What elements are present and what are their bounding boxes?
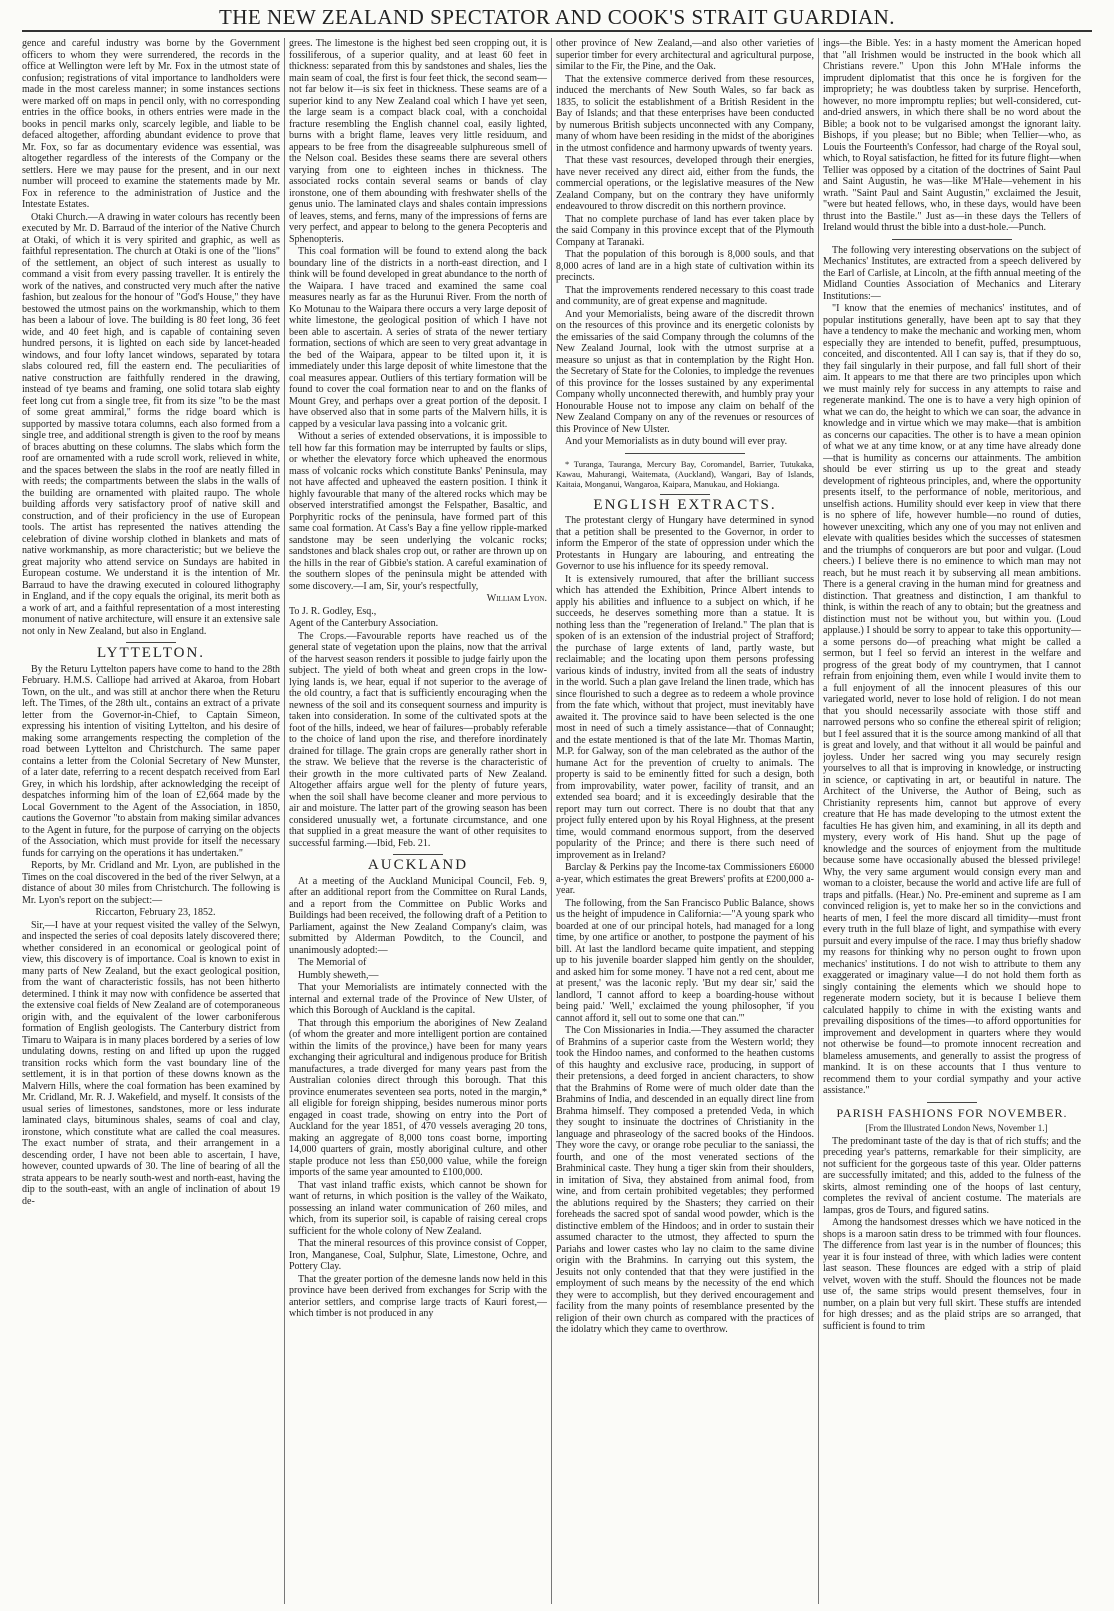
divider (927, 1102, 977, 1103)
divider (892, 239, 1012, 240)
column-separator (818, 38, 819, 1604)
letter-date: Riccarton, February 23, 1852. (95, 907, 216, 918)
column-2 (289, 38, 547, 1604)
address-line: Agent of the Canterbury Association. (289, 618, 439, 629)
masthead (0, 0, 1114, 30)
paragraph: At a meeting of the Auckland Municipal Council, Feb. 9, after an additional report from the Committee on Rural Lands, and a report from the Committee on Public Works and Buildings had been received, the following draft of a Petition to Parliament, against the New Zealand Company's claim, was submitted by Alderman Powditch, to the Council, and unanimously adopted:— (289, 875, 547, 956)
paragraph: It is extensively rumoured, that after the brilliant success which has attended the Exhibition, Prince Albert intends to apply his abilities and influence to a subject on which, if he succeeds, he deserves something more than a statue. It is nothing less than the "regeneration of Ireland." The plan that is spoken of is an extension of the industrial project of Strafford; the purchase of large extents of land, partly waste, but reclaimable; and the locating upon them persons professing various kinds of industry, invited from all the seats of industry in the world. Such a plan gave Ireland the linen trade, which has since flourished to such a degree as to redeem a whole province from the fate which, without that project, must inevitably have awaited it. The province said to have been selected is the one most in need of such a timely assistance—that of Connaught; and the estate mentioned is that of the late Mr. Thomas Martin, M.P. for Galway, son of the man celebrated as the author of the humane Act for the prevention of cruelty to animals. The property is said to be eminently fitted for such a design, both from improvability, water power, facility of transit, and an extended sea board; and it is exceedingly desirable that the report may turn out correct. There is no doubt that that any project fully entered upon by his Royal Highness, at the present time, would command enormous support, from the deserved popularity of the Prince; and there is there such need of improvement as in Ireland? (556, 573, 814, 861)
paragraph: That the greater portion of the demesne lands now held in this province have been derived from exchanges for Scrip with the anterior settlers, and comprise large tracts of Kauri forest,—which timber is not produced in any (289, 1273, 547, 1319)
footnote: * Turanga, Tauranga, Mercury Bay, Coromandel, Barrier, Tutukaka, Kawau, Mahurangi, Waitemata, (Auckland), Wangari, Bay of Islands, Kaitaia, Monganui, Wangaroa, Kaipara, Manukau, and Hokianga. (556, 458, 814, 489)
address-line: To J. R. Godley, Esq., (289, 605, 377, 617)
paragraph: "I know that the enemies of mechanics' institutes, and of popular institutions generally, have been apt to say that they have a tendency to make the mechanic and working men, whom especially they are intended to benefit, puffed, presumptuous, conceited, and discontented. All I can say is, that if they do so, they fail singularly in their purpose, and fall full short of their aim. It appears to me that there are two principles upon which we must mainly rely for success in any attempts to raise and regenerate mankind. The one is to have a very high opinion of what we can do, the height to which we can soar, the advance in knowledge and in virtue which we may make—that is ambition as concerns our capacities. The other is to have a mean opinion of what we at any time know, or at any time have already done—that is humility as concerns our attainments. The ambition should be ever stirring us up to the great and steady development of righteous principles, and, where the opportunity presents itself, to the performance of noble, meritorious, and unselfish actions. Humility should ever keep in view that there is no sphere of life, however humble—no round of duties, however unexciting, which any one of you may not enliven and elevate with qualities besides which the successes of statesmen and the triumphs of conquerors are but poor and vulgar. (Loud cheers.) I believe there is no eminence to which man may not reach, but he must reach it by subserving all mean ambitions. There is a general craving in the human mind for greatness and distinction. That greatness and distinction, I am thankful to think, is within the reach of any to obtain; but the greatness and distinction must not be without you, but within you. (Loud applause.) I should be sorry to appear to take this opportunity—a some persons do—of preaching what might be called a sermon, but I feel so fervid an interest in the welfare and progress of the great body of my countrymen, that I cannot refrain from enjoining them, even while I would invite them to a full enjoyment of all the innocent pleasures of this our variegated world, never to lose hold of religion. I do not mean that you should necessarily associate with those stiff and narrowed persons who so confine the ethereal spirit of religion; but I feel assured that it is the source among mankind of all that is great and lovely, and that without it all would be painful and joyless. Under her sacred wing you may securely resign yourselves to all that is improving in knowledge, or instructing in science, or captivating in art, or beautiful in nature. The Architect of the Universe, the Author of Being, such as Christianity represents him, cannot but approve of every creature that He has made developing to the utmost extent the faculties He has given him, and examining, in all its depth and mystery, every work of His hand. Shut up the page of knowledge and the sources of enjoyment from the multitude because some have occasionally abused the blessed privilege! Why, the very same argument would consign every man and woman to a cloister, because the world and active life are full of traps and pitfalls. (Hear.) No. Pre-eminent and supreme as I am convinced religion is, yet to make her so in the convictions and hearts of men, I feel the more discard all timidity—must front every truth in the full blaze of light, and sympathise with every pursuit and every impulse of the race. I may thus briefly shadow my reasons for thinking why no person ought to frown upon mechanics' institutions. I do not wish to attribute to them any exaggerated or imaginary value—I do not hold them forth as singly containing the elements which we should hope to regenerate modern society, but it is because I believe them calculated happily to chime in with the existing wants and prevailing dispositions of the times—to afford opportunities for improvement and development in quarters where they would not otherwise be found—to promote innocent recreation and blameless amusements, and generally to assist the progress of mankind. It is on these accounts that I thus venture to recommend them to your cordial sympathy and your active assistance." (823, 303, 1081, 1096)
paragraph: The following very interesting observations on the subject of Mechanics' Institutes, are extracted from a speech delivered by the Earl of Carlisle, at Lincoln, at the fifth annual meeting of the Midland Counties Association of Mechanics and Literary Institutions:— (823, 244, 1081, 302)
column-separator (284, 38, 285, 1604)
paragraph: That through this emporium the aborigines of New Zealand (of whom the greater and more intelligent portion are contained within the limits of the province,) have been for many years exchanging their agricultural and indigenous produce for British manufactures, a trade diverged for many years past from the Australian colonies direct through this borough. That this province enumerates seventeen sea ports, noted in the margin,* all eligible for foreign shipping, besides numerous minor ports engaged in coast trade, showing on entry into the Port of Auckland for the year 1851, of 470 vessels averaging 20 tons, making an aggregate of 8,000 tons coast borne, importing 14,000 quarters of grain, mostly aboriginal culture, and other staple produce not less than £50,000 value, while the foreign imports of the same year amounted to £100,000. (289, 1017, 547, 1178)
paragraph: other province of New Zealand,—and also other varieties of superior timber for every architectural and agricultural purpose, similar to the Fir, the Pine, and the Oak. (556, 38, 814, 72)
paragraph: And your Memorialists as in duty bound will ever pray. (565, 436, 788, 447)
paragraph: That no complete purchase of land has ever taken place by the said Company in this province except that of the Plymouth Company at Taranaki. (556, 213, 814, 248)
paragraph: Humbly sheweth,— (298, 969, 379, 981)
divider (393, 854, 443, 855)
paragraph: Barclay & Perkins pay the Income-tax Commissioners £6000 a-year, which estimates the great Brewers' profits at £200,000 a-year. (556, 862, 814, 896)
paragraph: The following, from the San Francisco Public Balance, shows us the height of impudence in California:—"A young spark who boarded at one of our principal hotels, had managed for a long time, by one artifice or another, to postpone the payment of his bill. At last the landlord became quite impatient, and stepping up to his juvenile boarder slapped him gently on the shoulder, and asked him for some money. 'I have not a red cent, about me at present,' was the laconic reply. 'But my dear sir,' said the landlord, 'I cannot afford to keep a boarding-house without being paid.' 'Well,' exclaimed the young philosopher, 'if you cannot afford it, sell out to some one that can.'" (556, 897, 814, 1024)
paragraph: Sir,—I have at your request visited the valley of the Selwyn, and inspected the series of coal deposits lately discovered there; whether considered in an economical or geological point of view, this discovery is of importance. Coal is known to exist in many parts of New Zealand, but the exact geological position, from the want of characteristic fossils, has not been hitherto determined. I think it may now with confidence be asserted that the extensive coal fields of New Zealand are of cotemporaneous origin with, and the equivalent of the lower carboniferous formation of English geologists. The Canterbury district from Timaru to Waipara is in many places bordered by a series of low undulating downs, resting on and lifted up upon the rugged transition rocks which form the vast boundary line of the settlement, it is in that portion of these downs known as the Malvern Hills, where the coal formation has been examined by Mr. Cridland, Mr. R. J. Wakefield, and myself. It consists of the usual series of limestones, sandstones, more or less indurate laminated clays, bituminous shales, seams of coal and clay, ironstone, which constitute what are called the coal measures. The exact number of strata, and their arrangement in a descending order, I have not been able to ascertain, I have, however, counted upwards of 30. The line of bearing of all the strata appears to be nearly south-west and north-east, having the dip to the south-east, with an angle of inclination of about 19 de- (22, 919, 280, 1207)
paragraph: gence and careful industry was borne by the Government officers to whom they were surrendered, the records in the office at Wellington were left by Mr. Fox in the utmost state of confusion; registrations of vital importance to landholders were made in the most careless manner; in some instances sections were marked off on maps in pencil only, with no corresponding entries in the office books, in others entries were made in the books in pencil marks only, scarcely legible, and liable to be defaced altogether, affording abundant evidence to prove that Mr. Fox, so far as documentary evidence was essential, was altogether regardless of the interests of the Company or the settlers. Here we may pause for the present, and in our next number will proceed to examine the statements made by Mr. Fox in reference to the administration of Justice and the Intestate Estates. (22, 38, 280, 210)
divider (126, 642, 176, 643)
divider (660, 494, 710, 495)
paragraph: The Memorial of (298, 957, 367, 968)
paragraph: This coal formation will be found to extend along the back boundary line of the districts in a north-east direction, and I think will be found developed in great abundance to the north of the Waipara. I have traced and examined the same coal measures nearly as far as the Hurunui River. From the north of Ko Motunau to the Waipara there occurs a very large deposit of white limestone, the geological position of which I have not been able to ascertain. A series of strata of the newer tertiary formation, sections of which are seen to very great advantage in the bed of the Waipara, appear to be tilted upon it, it is immediately under this large deposit of white limestone that the coal measures appear. Outliers of this tertiary formation will be found to cover the coal formation near to and on the flanks of Mount Grey, and perhaps over a great portion of the deposit. I have observed also that in some parts of the Malvern hills, it is capped by a vesicular lava passing into a volcanic grit. (289, 246, 547, 430)
masthead-title: THE NEW ZEALAND SPECTATOR AND COOK'S STRAIT GUARDIAN. (218, 5, 896, 29)
signature: William Lyon. (486, 593, 547, 604)
paragraph: That the population of this borough is 8,000 souls, and that 8,000 acres of land are in a high state of cultivation within its precincts. (556, 249, 814, 283)
paragraph: That the extensive commerce derived from these resources, induced the merchants of New South Wales, so far back as 1835, to solicit the establishment of a British Resident in the Bay of Islands; and that these enterprises have been conducted by numerous British subjects unconnected with any Company, many of whom have been residing in the midst of the aborigines in the utmost confidence and harmony upwards of twenty years. (556, 73, 814, 154)
paragraph: That the improvements rendered necessary to this coast trade and community, are of great expense and magnitude. (556, 284, 814, 307)
column-3 (556, 38, 814, 1604)
paragraph: Otaki Church.—A drawing in water colours has recently been executed by Mr. D. Barraud of the interior of the Native Church at Otaki, of which it is very spirited and graphic, as well as faithful representation. The church at Otaki is one of the "lions" of the settlement, an object of such interest as usually to command a visit from every passing traveller. It is entirely the work of the natives, and constructed very much after the native fashion, but zealous for the honour of "God's House," they have bestowed the utmost pains on the workmanship, which to them has been a labour of love. The building is 80 feet long, 36 feet wide, and 40 feet high, and is capable of containing seven hundred persons, it is lighted on each side by lancet-headed windows, and four lofty lancet windows, separated by totara slabs coloured red, fill the eastern end. The peculiarities of native construction are faithfully rendered in the drawing, instead of tye beams and framing, one solid totara slab eighty feet long cut from a single tree, fit from its size "to be the mast of some great ammiral," forms the ridge board which is supported by massive totara columns, each also formed from a single tree, and additional strength is given to the roof by means of braces abutting on these columns. The slabs which form the roof are ornamented with a rude scroll work, relieved in white, and the spaces between the slabs in the roof are neatly filled in with reeds; the compartments between the slabs in the walls of the building are ornamented with plaited raupo. The whole building affords very satisfactory proof of native skill and construction, and of their proficiency in the use of European tools. The artist has represented the natives attending the celebration of divine worship clothed in blankets and mats of native workmanship, as more characteristic; but we believe the great majority who attend service on Sundays are habited in European costume. We understand it is the intention of Mr. Barraud to have the drawing executed in coloured lithography in England, and if the copy equals the original, its merit both as a work of art, and a faithful representation of a most interesting monument of native architecture, will ensure it an extensive sale not only in New Zealand, but also in England. (22, 211, 280, 637)
masthead-rule (22, 30, 1092, 32)
paragraph: Reports, by Mr. Cridland and Mr. Lyon, are published in the Times on the coal discovered in the bed of the river Selwyn, at a distance of about 30 miles from Christchurch. The following is Mr. Lyon's report on the subject:— (22, 860, 280, 906)
paragraph: The Crops.—Favourable reports have reached us of the general state of vegetation upon the plains, now that the arrival of the harvest season renders it possible to judge fairly upon the subject. The yield of both wheat and green crops in the low-lying lands is, we hear, equal if not superior to the average of the old country, a fact that is sufficiently encouraging when the newness of the soil and its consequent sourness and impurity is taken into consideration. In some of the cultivated spots at the foot of the hills, indeed, we hear of failures—probably referable to the choice of land upon the rise, and therefore inordinately drained for tillage. The grain crops are generally rather short in the straw. We believe that the reverse is the characteristic of their growth in the more cultivated parts of New Zealand. Altogether affairs argue well for the plenty of future years, when the soil shall have become cleaner and more pervious to air and moisture. The latter part of the growing season has been considered unusually wet, a fortunate circumstance, and one that supplied in a great measure the want of other requisites to successful farming.—Ibid, Feb. 21. (289, 630, 547, 849)
paragraph: That these vast resources, developed through their energies, have never received any direct aid, either from the funds, the commercial operations, or the legislative measures of the New Zealand Company, but on the contrary they have uniformly endeavoured to throw discredit on this northern province. (556, 155, 814, 212)
column-1 (22, 38, 280, 1604)
paragraph: And your Memorialists, being aware of the discredit thrown on the resources of this province and its energetic colonists by the emissaries of the said Company through the columns of the New Zealand Journal, look with the utmost surprise at a measure so unjust as that in contemplation by the Right Hon. the Secretary of State for the Colonies, to impledge the revenues of this province for the losses sustained by any experimental Company wholly unconnected therewith, and humbly pray your Honourable House not to impose any claim on behalf of the New Zealand Company on any of the revenues or resources of this Province of New Ulster. (556, 308, 814, 435)
column-separator (551, 38, 552, 1604)
paragraph: Among the handsomest dresses which we have noticed in the shops is a maroon satin dress to be trimmed with four flounces. The difference from last year is in the number of flounces; this year it is four instead of three, with which ladies were content last season. These flounces are edged with a strip of plaid velvet, woven with the stuff. Should the flounces not be made use of, the same strips would present themselves, four in number, on a plain but very full skirt. These stuffs are intended for high dresses; and as the plaid strips are so arranged, that sufficient is found to trim (823, 1217, 1081, 1332)
section-heading: PARISH FASHIONS FOR NOVEMBER. (836, 1105, 1068, 1120)
paragraph: The predominant taste of the day is that of rich stuffs; and the preceding year's patterns, remarkable for their simplicity, are not sufficient for the gorgeous taste of this year. Older patterns are successfully imitated; and this, added to the fulness of the skirts, almost reminding one of the hoops of last century, completes the revival of ancient costume. The materials are lampas, gros de Tours, and figured satins. (823, 1135, 1081, 1216)
paragraph: grees. The limestone is the highest bed seen cropping out, it is fossiliferous, of a superior quality, and at least 60 feet in thickness: separated from this by sandstones and shales, lies the main seam of coal, the first is four feet thick, the second seam—not far below it—is six feet in thickness. These seams are of a superior kind to any New Zealand coal which I have yet seen, the large seam is a compact black coal, with a conchoidal fracture resembling the English channel coal, easily lighted, burns with a bright flame, leaves very little residuum, and appears to be free from the disagreeable sulphureous smell of the Nelson coal. Besides these seams there are several others varying from one to eighteen inches in thickness. The associated rocks contain several seams or bands of clay ironstone, one of them abounding with freshwater shells of the genus unio. The laminated clays and shales contain impressions of leaves, stems, and ferns, many of the impressions of ferns are very perfect, and appear to belong to the genera Pecopteris and Sphenopteris. (289, 38, 547, 245)
column-4 (823, 38, 1081, 1604)
section-heading: ENGLISH EXTRACTS. (593, 496, 777, 513)
paragraph: By the Returu Lyttelton papers have come to hand to the 28th February. H.M.S. Calliope had arrived at Akaroa, from Hobart Town, on the ult., and was still at anchor there when the Returu left. The Times, of the 28th ult., contains an extract of a private letter from the Governor-in-Chief, to Captain Simeon, expressing his intention of visiting Lyttelton, and his desire of making some arrangements respecting the completion of the road between Lyttelton and Christchurch. The same paper contains a letter from the Colonial Secretary of New Munster, of a later date, referring to a recent despatch received from Earl Grey, in which his lordship, after acknowledging the receipt of despatches informing him of the loan of £2,664 made by the Local Government to the Agent of the Association, in 1850, cautions the Governor "to abstain from making similar advances to the Agent in future, for the purpose of carrying on the objects of the Association, which must provide for itself the necessary funds for carrying on the operations it has undertaken." (22, 663, 280, 859)
section-heading: LYTTELTON. (96, 645, 206, 661)
paragraph: That the mineral resources of this province consist of Copper, Iron, Manganese, Coal, Sulphur, Slate, Limestone, Ochre, and Pottery Clay. (289, 1238, 547, 1272)
paragraph: That vast inland traffic exists, which cannot be shown for want of returns, in which position is the valley of the Waikato, possessing an inland water communication of 260 miles, and which, from its superior soil, is capable of raising cereal crops sufficient for the whole colony of New Zealand. (289, 1179, 547, 1237)
divider (625, 453, 745, 454)
paragraph: That your Memorialists are intimately connected with the internal and external trade of the Province of New Ulster, of which this Borough of Auckland is the capital. (289, 982, 547, 1016)
paragraph: The Con Missionaries in India.—They assumed the character of Brahmins of a superior caste from the Western world; they took the Hindoo names, and conformed to the heathen customs of this haughty and exclusive race, producing, in support of their pretensions, a deed forged in ancient characters, to show that the Brahmins of Rome were of much older date than the Brahmins of India, and descended in an equally direct line from Brahma himself. They composed a pretended Veda, in which they sought to insinuate the doctrines of Christianity in the language and phraseology of the sacred books of the Hindoos. They wore the cavy, or orange robe peculiar to the saniassi, the fourth, and one of the most venerated sections of the Brahminical caste. They hung a tiger skin from their shoulders, in imitation of Siva, they abstained from animal food, from wine, and from certain prohibited vegetables; they performed the ablutions required by the Shasters; they carried on their foreheads the sacred spot of sandal wood powder, which is the distinctive emblem of the Hindoos; and in order to sustain their assumed character to the utmost, they affected to spurn the Pariahs and lower castes who lay no claim to the same divine origin with the Brahmins. In carrying out this system, the Jesuits not only contended that that they were justified in the employment of such means by the necessity of the end which they were to accomplish, but they derived encouragement and facility from the many points of resemblance presented by the religion of their own church as compared with the practices of the idolatry which they came to overthrow. (556, 1025, 814, 1335)
section-heading: AUCKLAND (367, 857, 469, 873)
paragraph: ings—the Bible. Yes: in a hasty moment the American hoped that "all Irishmen would be instructed in the book which all Christians revere." Upon this John M'Hale informs the imprudent diplomatist that this once he is forgiven for the impropriety; he was doubtless taken by surprise. Henceforth, however, no more impromptu replies; but well-considered, cut-and-dried answers, in which there shall be no word about the Bible; a book not to be vulgarised amongst the ignorant laity. Bishops, if you please; but no Bible; when Tellier—who, as Louis the Fourteenth's Confessor, had charge of the Royal soul, which, to Royal satisfaction, he fitted for its future flight—when Tellier was opposed by a citation of the doctrines of Saint Paul and Saint Augustin, he was—like M'Hale—vehement in his wrath. "Saint Paul and Saint Augustin," exclaimed the Jesuit, "were but heated fellows, who, in these days, would have been thrust into the Bastile." Just as—in these days the Tellers of Ireland would thrust the bible into a dust-hole.—Punch. (823, 38, 1081, 233)
paragraph: The protestant clergy of Hungary have determined in synod that a petition shall be presented to the Governor, in order to inform the Emperor of the state of oppression under which the Protestants in Hungary are labouring, and entreating the Governor to use his influence for its speedy removal. (556, 515, 814, 572)
paragraph: Without a series of extended observations, it is impossible to tell how far this formation may be interrupted by faults or slips, or whether the elevatory force which upheaved the enormous mass of volcanic rocks which constitute Banks' Peninsula, may not have affected and upheaved the eastern position. I think it highly favourable that many of the altered rocks which may be observed interstratified amongst the Felspather, Basaltic, and Porphyritic rocks of the peninsula, have formed part of this same coal formation. At Cass's Bay a fine yellow ripple-marked sandstone may be seen underlying the volcanic rocks; sandstones and black shales crop out, or rather are thrown up on the hills in the rear of Gibbie's station. A careful examination of the southern slopes of the peninsula might be attended with some discovery.—I am, Sir, your's respectfully, (289, 431, 547, 592)
source-line: [From the Illustrated London News, November 1.] (865, 1123, 1048, 1133)
